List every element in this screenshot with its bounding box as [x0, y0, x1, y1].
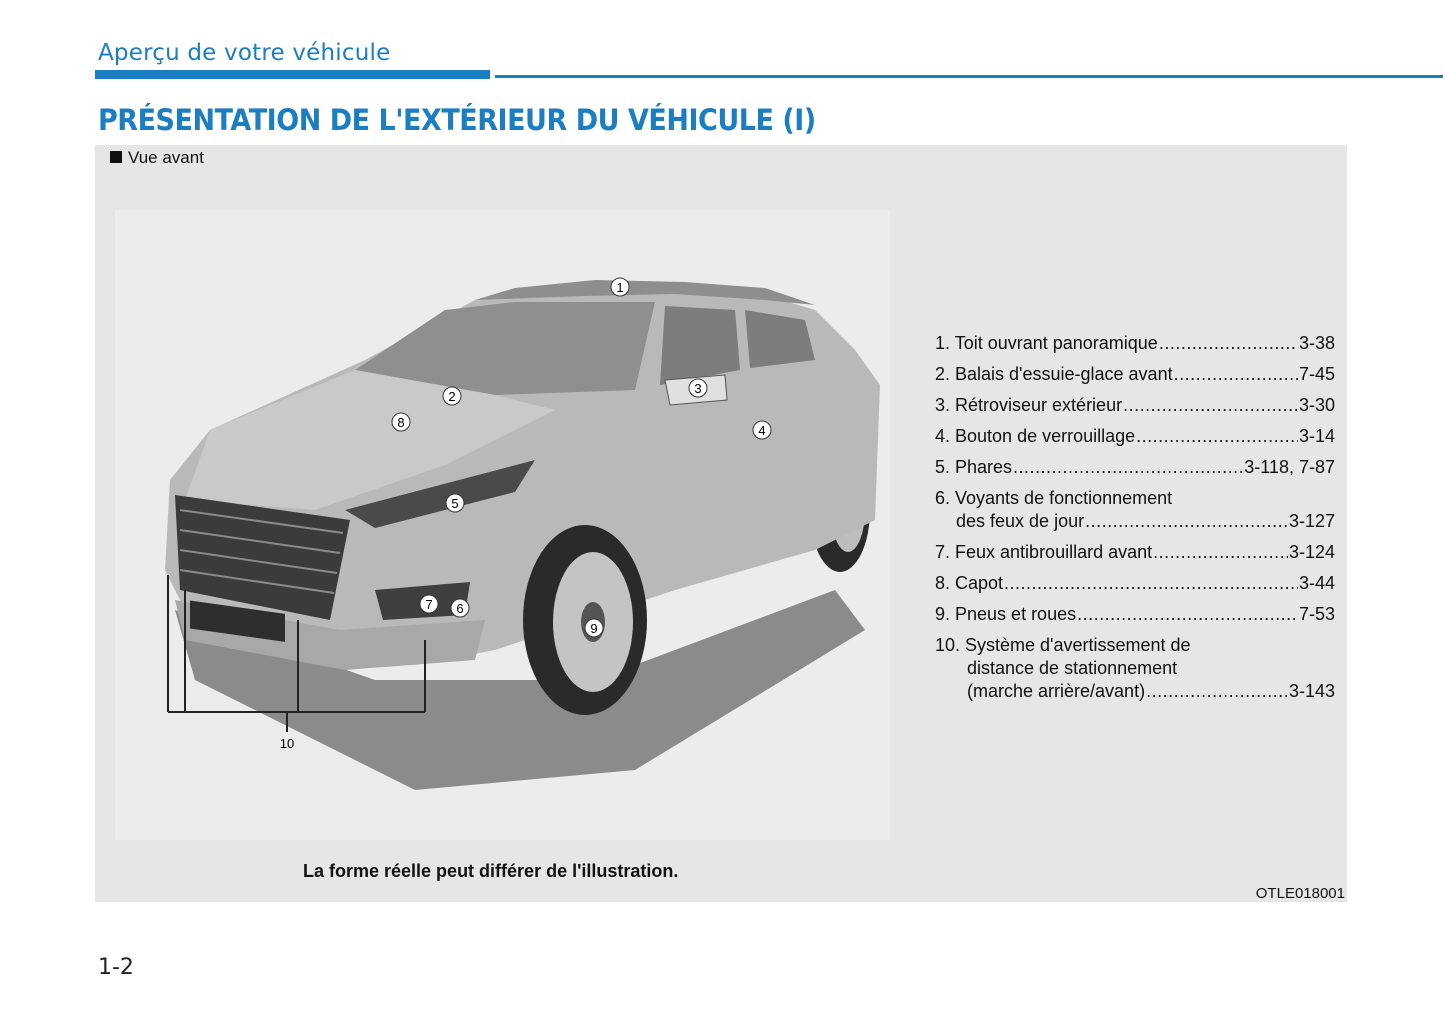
- legend-item: 10. Système d'avertissement de distance de stationnement (marche arrière/avant) ..... 3-143: [935, 634, 1335, 703]
- page-number: 1-2: [98, 955, 134, 980]
- header-rule-thick: [95, 70, 490, 79]
- legend-item: 3. Rétroviseur extérieur ..... 3-30: [935, 394, 1335, 417]
- section-header: Aperçu de votre véhicule: [98, 40, 391, 66]
- svg-text:9: 9: [590, 621, 598, 636]
- legend-item: 1. Toit ouvrant panoramique ..... 3-38: [935, 332, 1335, 355]
- legend-item: 8. Capot ..... 3-44: [935, 572, 1335, 595]
- bullet-square-icon: [110, 151, 122, 163]
- callout-3: [689, 379, 707, 397]
- parts-legend: [935, 332, 1335, 711]
- callout-2: [443, 387, 461, 405]
- callout-4: [753, 421, 771, 439]
- svg-text:7: 7: [425, 597, 433, 612]
- svg-text:1: 1: [616, 280, 624, 295]
- svg-text:6: 6: [456, 601, 464, 616]
- callout-1: [611, 278, 629, 296]
- callout-8: [392, 413, 410, 431]
- vehicle-illustration: [115, 210, 890, 840]
- svg-text:4: 4: [758, 423, 766, 438]
- image-code: OTLE018001: [1255, 885, 1345, 902]
- legend-item: 4. Bouton de verrouillage ..... 3-14: [935, 425, 1335, 448]
- svg-text:2: 2: [448, 389, 456, 404]
- svg-text:3: 3: [694, 381, 702, 396]
- legend-item: 5. Phares ..... 3-118, 7-87: [935, 456, 1335, 479]
- svg-text:8: 8: [397, 415, 405, 430]
- svg-text:5: 5: [451, 496, 459, 511]
- callout-10: 10: [279, 736, 295, 751]
- legend-item: 2. Balais d'essuie-glace avant ..... 7-45: [935, 363, 1335, 386]
- header-rule-thin: [495, 75, 1443, 78]
- illustration-disclaimer: La forme réelle peut différer de l'illustration.: [303, 861, 679, 881]
- legend-item: 9. Pneus et roues ..... 7-53: [935, 603, 1335, 626]
- page-title: PRÉSENTATION DE L'EXTÉRIEUR DU VÉHICULE (I): [98, 103, 816, 137]
- legend-item: 7. Feux antibrouillard avant ..... 3-124: [935, 541, 1335, 564]
- view-label: [110, 148, 204, 168]
- legend-item: 6. Voyants de fonctionnement des feux de jour ..... 3-127: [935, 487, 1335, 533]
- callout-9: [585, 619, 603, 637]
- callout-5: [446, 494, 464, 512]
- callout-7: [420, 595, 438, 613]
- callout-6: [451, 599, 469, 617]
- view-label-text: Vue avant: [128, 148, 204, 167]
